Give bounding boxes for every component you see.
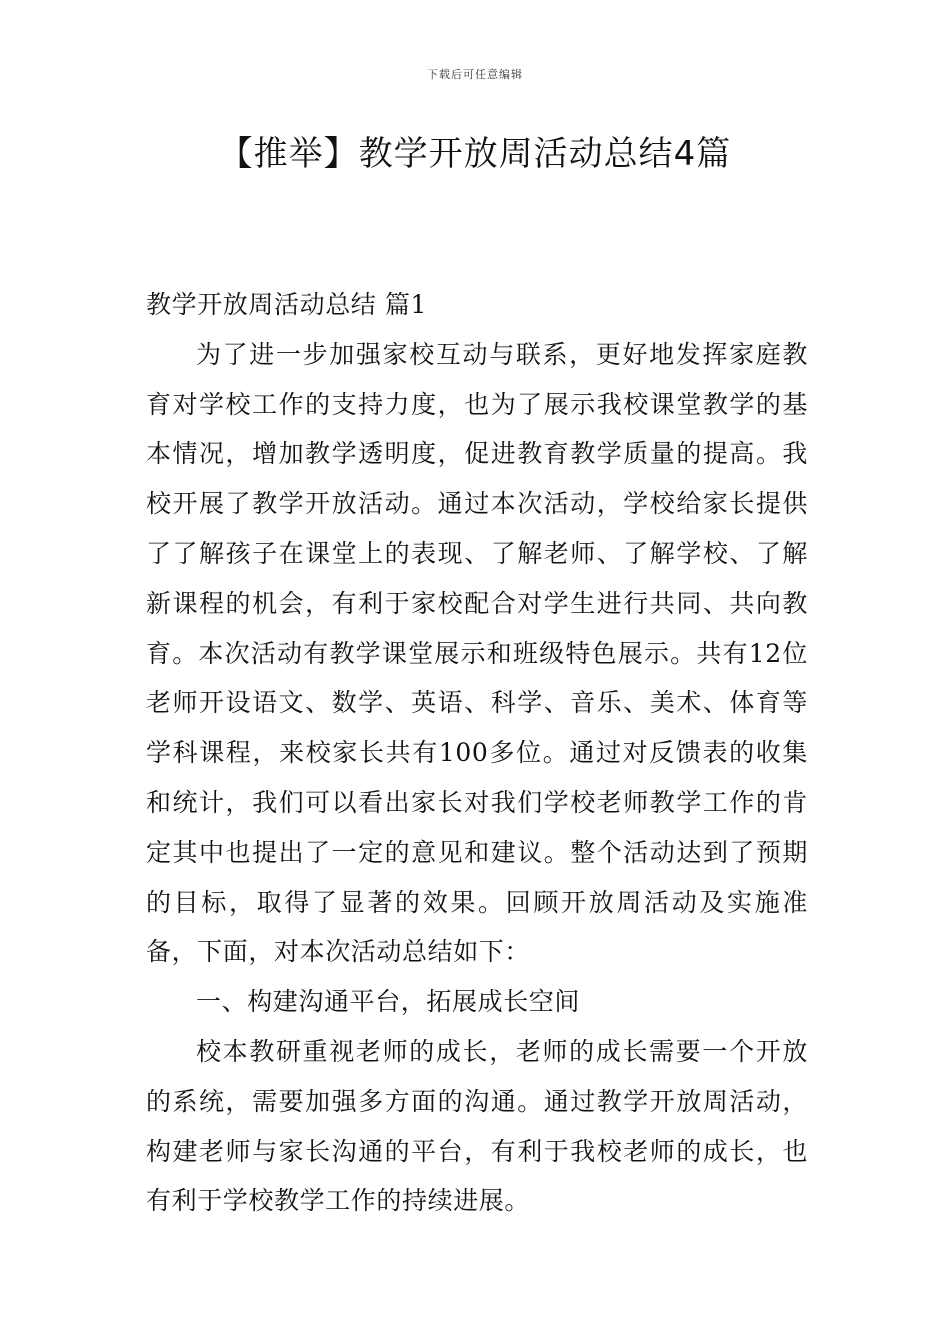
document-body <box>146 280 808 1226</box>
paragraph-intro: 为了进一步加强家校互动与联系，更好地发挥家庭教育对学校工作的支持力度，也为了展示我校课堂教学的基本情况，增加教学透明度，促进教育教学质量的提高。我校开展了教学开放活动。通过本次活动，学校给家长提供了了解孩子在课堂上的表现、了解老师、了解学校、了解新课程的机会，有利于家校配合对学生进行共同、共向教育。本次活动有教学课堂展示和班级特色展示。共有12位老师开设语文、数学、英语、科学、音乐、美术、体育等学科课程，来校家长共有100多位。通过对反馈表的收集和统计，我们可以看出家长对我们学校老师教学工作的肯定其中也提出了一定的意见和建议。整个活动达到了预期的目标，取得了显著的效果。回顾开放周活动及实施准备，下面，对本次活动总结如下： <box>146 339 808 967</box>
header-note: 下载后可任意编辑 <box>427 68 523 81</box>
section-title: 教学开放周活动总结 篇1 <box>146 290 428 319</box>
paragraph-teaching-research: 校本教研重视老师的成长，老师的成长需要一个开放的系统，需要加强多方面的沟通。通过教学开放周活动，构建老师与家长沟通的平台，有利于我校老师的成长，也有利于学校教学工作的持续进展。 <box>146 1036 808 1216</box>
document-title: 【推举】教学开放周活动总结4篇 <box>218 134 732 174</box>
subheading-one: 一、构建沟通平台，拓展成长空间 <box>196 987 581 1017</box>
